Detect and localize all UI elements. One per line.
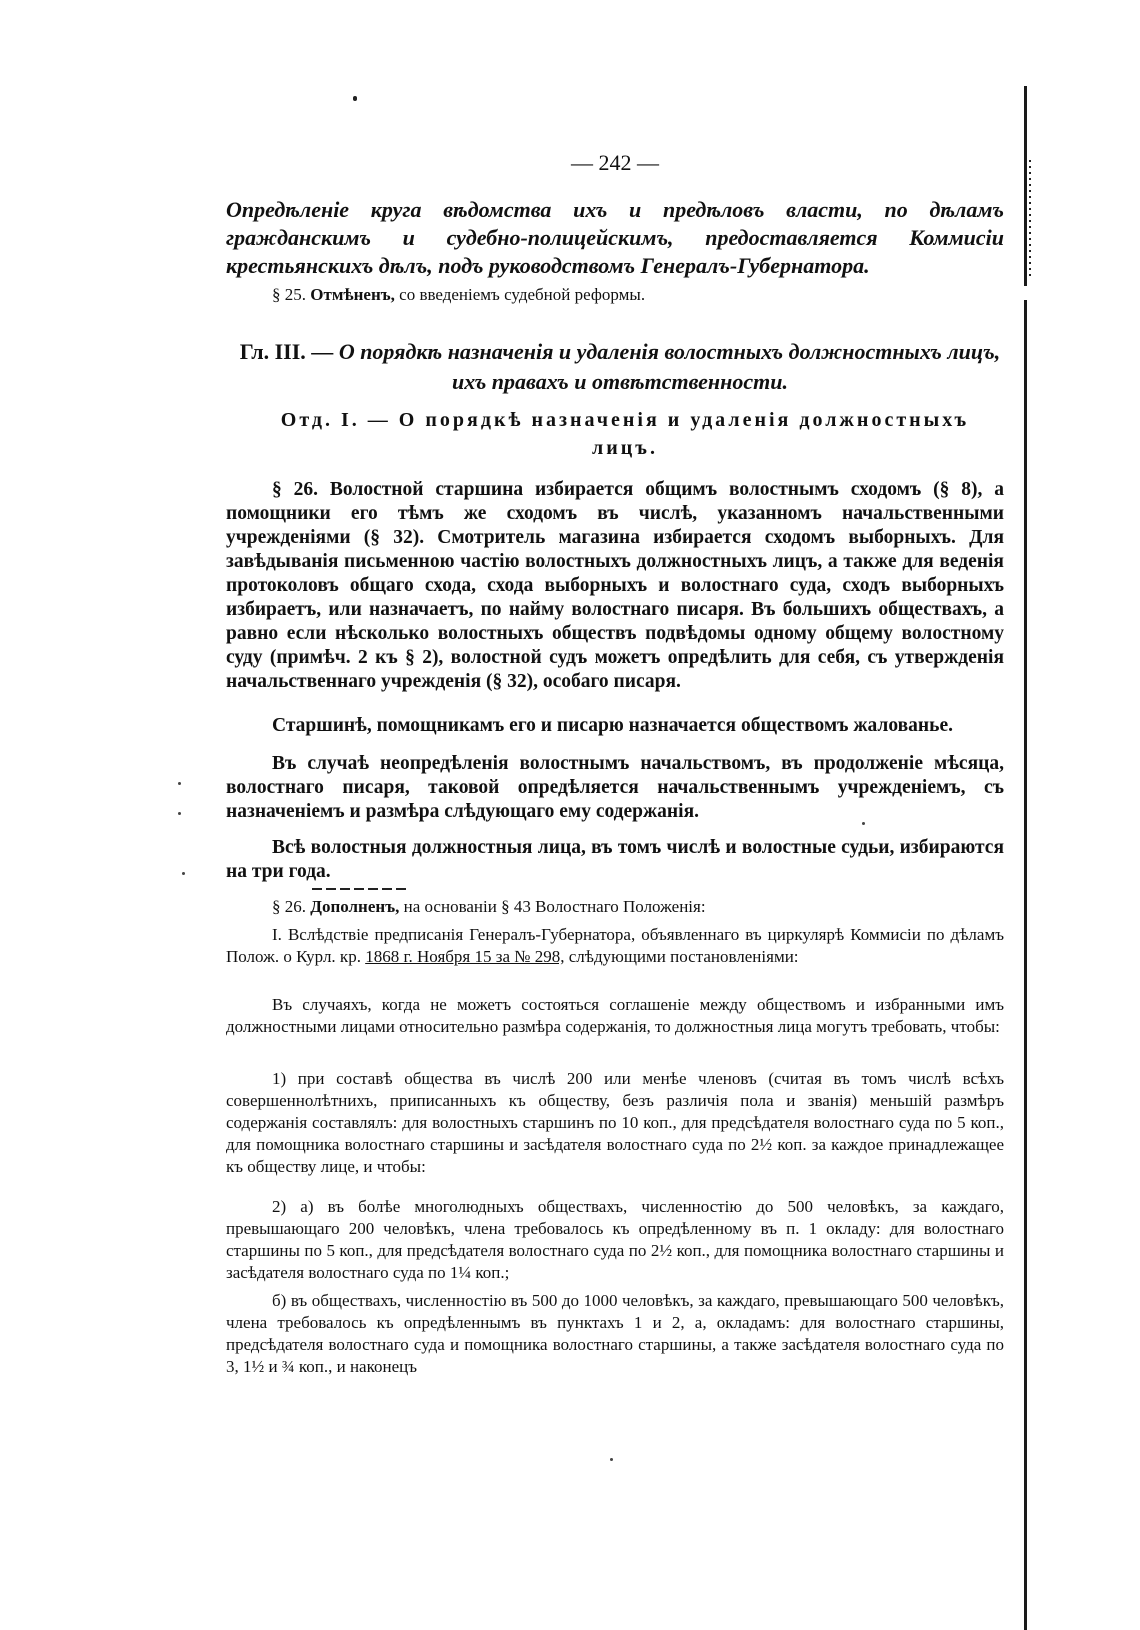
ink-speck [178, 812, 181, 815]
decree-reference: 1868 г. Ноября 15 за № 298, [365, 947, 565, 966]
section-text: со введеніемъ судебной реформы. [399, 285, 646, 304]
ink-speck [353, 96, 357, 101]
chapter-title: О порядкѣ назначенія и удаленія волостныхъ должностныхъ лицъ, ихъ правахъ и отвѣтственности. [338, 339, 1001, 394]
ink-speck [610, 1458, 613, 1461]
decree-text: I. Вслѣдствіе предписанія Генералъ-Губернатора, объявленнаго въ циркулярѣ Коммисіи по дѣламъ Полож. о Курл. кр. [226, 925, 1004, 966]
ink-speck [182, 872, 185, 875]
clause-1: 1) при составѣ общества въ числѣ 200 или менѣе членовъ (считая въ томъ числѣ всѣхъ совершеннолѣтнихъ, приписанныхъ къ обществу, безъ различія пола и званія) меньшій размѣръ содержанія составлялъ: для волостныхъ старшинъ по 10 коп., для предсѣдателя волостнаго суда по 5 коп., для помощника волостнаго старшины и засѣдателя волостнаго суда по 2½ коп. за каждое принадлежащее къ обществу лице, и чтобы: [226, 1069, 1004, 1176]
page-edge-line [1024, 86, 1027, 286]
page-number: — 242 — [571, 150, 659, 175]
salary-paragraph: Старшинѣ, помощникамъ его и писарю назначается обществомъ жалованье. [272, 715, 953, 736]
decree-text-end: слѣдующими постановленіями: [568, 947, 799, 966]
chapter-prefix: Гл. III. — [239, 339, 334, 364]
section-number: § 25. [272, 285, 306, 304]
clause-2a: 2) а) въ болѣе многолюдныхъ обществахъ, численностію до 500 человѣкъ, за каждаго, превышающаго 200 человѣкъ, члена требовалось къ опредѣленному въ п. 1 окладу: для волостнаго старшины по 5 коп., для предсѣдателя волостнаго суда по 2½ коп., для помощника волостнаго старшины и засѣдателя волостнаго суда по 1¼ коп.; [226, 1197, 1004, 1282]
division-heading: Отд. I. — О порядкѣ назначенія и удаленія должностныхъ лицъ. [280, 409, 970, 459]
page-edge-line [1024, 300, 1027, 1630]
section-26-addendum [226, 896, 1004, 918]
ink-speck [178, 782, 181, 785]
intro-paragraph: Опредѣленіе круга вѣдомства ихъ и предѣловъ власти, по дѣламъ гражданскимъ и судебно-полицейскимъ, предоставляется Коммисіи крестьянскихъ дѣлъ, подъ руководствомъ Генералъ-Губернатора. [226, 197, 1004, 278]
decree-paragraph [226, 924, 1004, 968]
section-status: Дополненъ, [310, 897, 400, 916]
page-edge-ticks [1029, 160, 1031, 280]
section-25 [226, 283, 1050, 307]
cases-paragraph: Въ случаяхъ, когда не можетъ состояться соглашеніе между обществомъ и избранными имъ должностными лицами относительно размѣра содержанія, то должностныя лица могутъ требовать, чтобы: [226, 995, 1004, 1036]
term-paragraph: Всѣ волостныя должностныя лица, въ томъ числѣ и волостные судьи, избираются на три года. [226, 837, 1004, 882]
appointment-paragraph: Въ случаѣ неопредѣленія волостнымъ начальствомъ, въ продолженіе мѣсяца, волостнаго писаря, таковой опредѣляется начальственнымъ учрежденіемъ, съ назначеніемъ и размѣра слѣдующаго ему содержанія. [226, 753, 1004, 822]
section-number: § 26. [272, 897, 306, 916]
section-26-paragraph: § 26. Волостной старшина избирается общимъ волостнымъ сходомъ (§ 8), а помощники его тѣмъ же сходомъ въ числѣ, указанномъ начальственными учрежденіями (§ 32). Смотритель магазина избирается сходомъ выборныхъ. Для завѣдыванія письменною частію волостныхъ должностныхъ лицъ, а также для веденія протоколовъ общаго схода, схода выборныхъ и волостнаго суда, сходъ выборныхъ избираетъ, или назначаетъ, по найму волостнаго писаря. Въ большихъ обществахъ, а равно если нѣсколько волостныхъ обществъ подвѣдомы одному общему волостному суду (примѣч. 2 къ § 2), волостной судъ можетъ опредѣлить для себя, съ утвержденія начальственнаго учрежденія (§ 32), особаго писаря. [226, 479, 1004, 692]
section-status: Отмѣненъ, [310, 285, 395, 304]
chapter-heading [236, 337, 1004, 397]
section-text: на основаніи § 43 Волостнаго Положенія: [403, 897, 706, 916]
pencil-mark [312, 888, 408, 890]
clause-2b: б) въ обществахъ, численностію въ 500 до 1000 человѣкъ, за каждаго, превышающаго 500 человѣкъ, члена требовалось къ опредѣленнымъ въ пунктахъ 1 и 2, а, окладамъ: для волостнаго старшины, предсѣдателя волостнаго суда и помощника волостнаго старшины, а также засѣдателя волостнаго суда по 3, 1½ и ¾ коп., и наконецъ [226, 1291, 1004, 1376]
